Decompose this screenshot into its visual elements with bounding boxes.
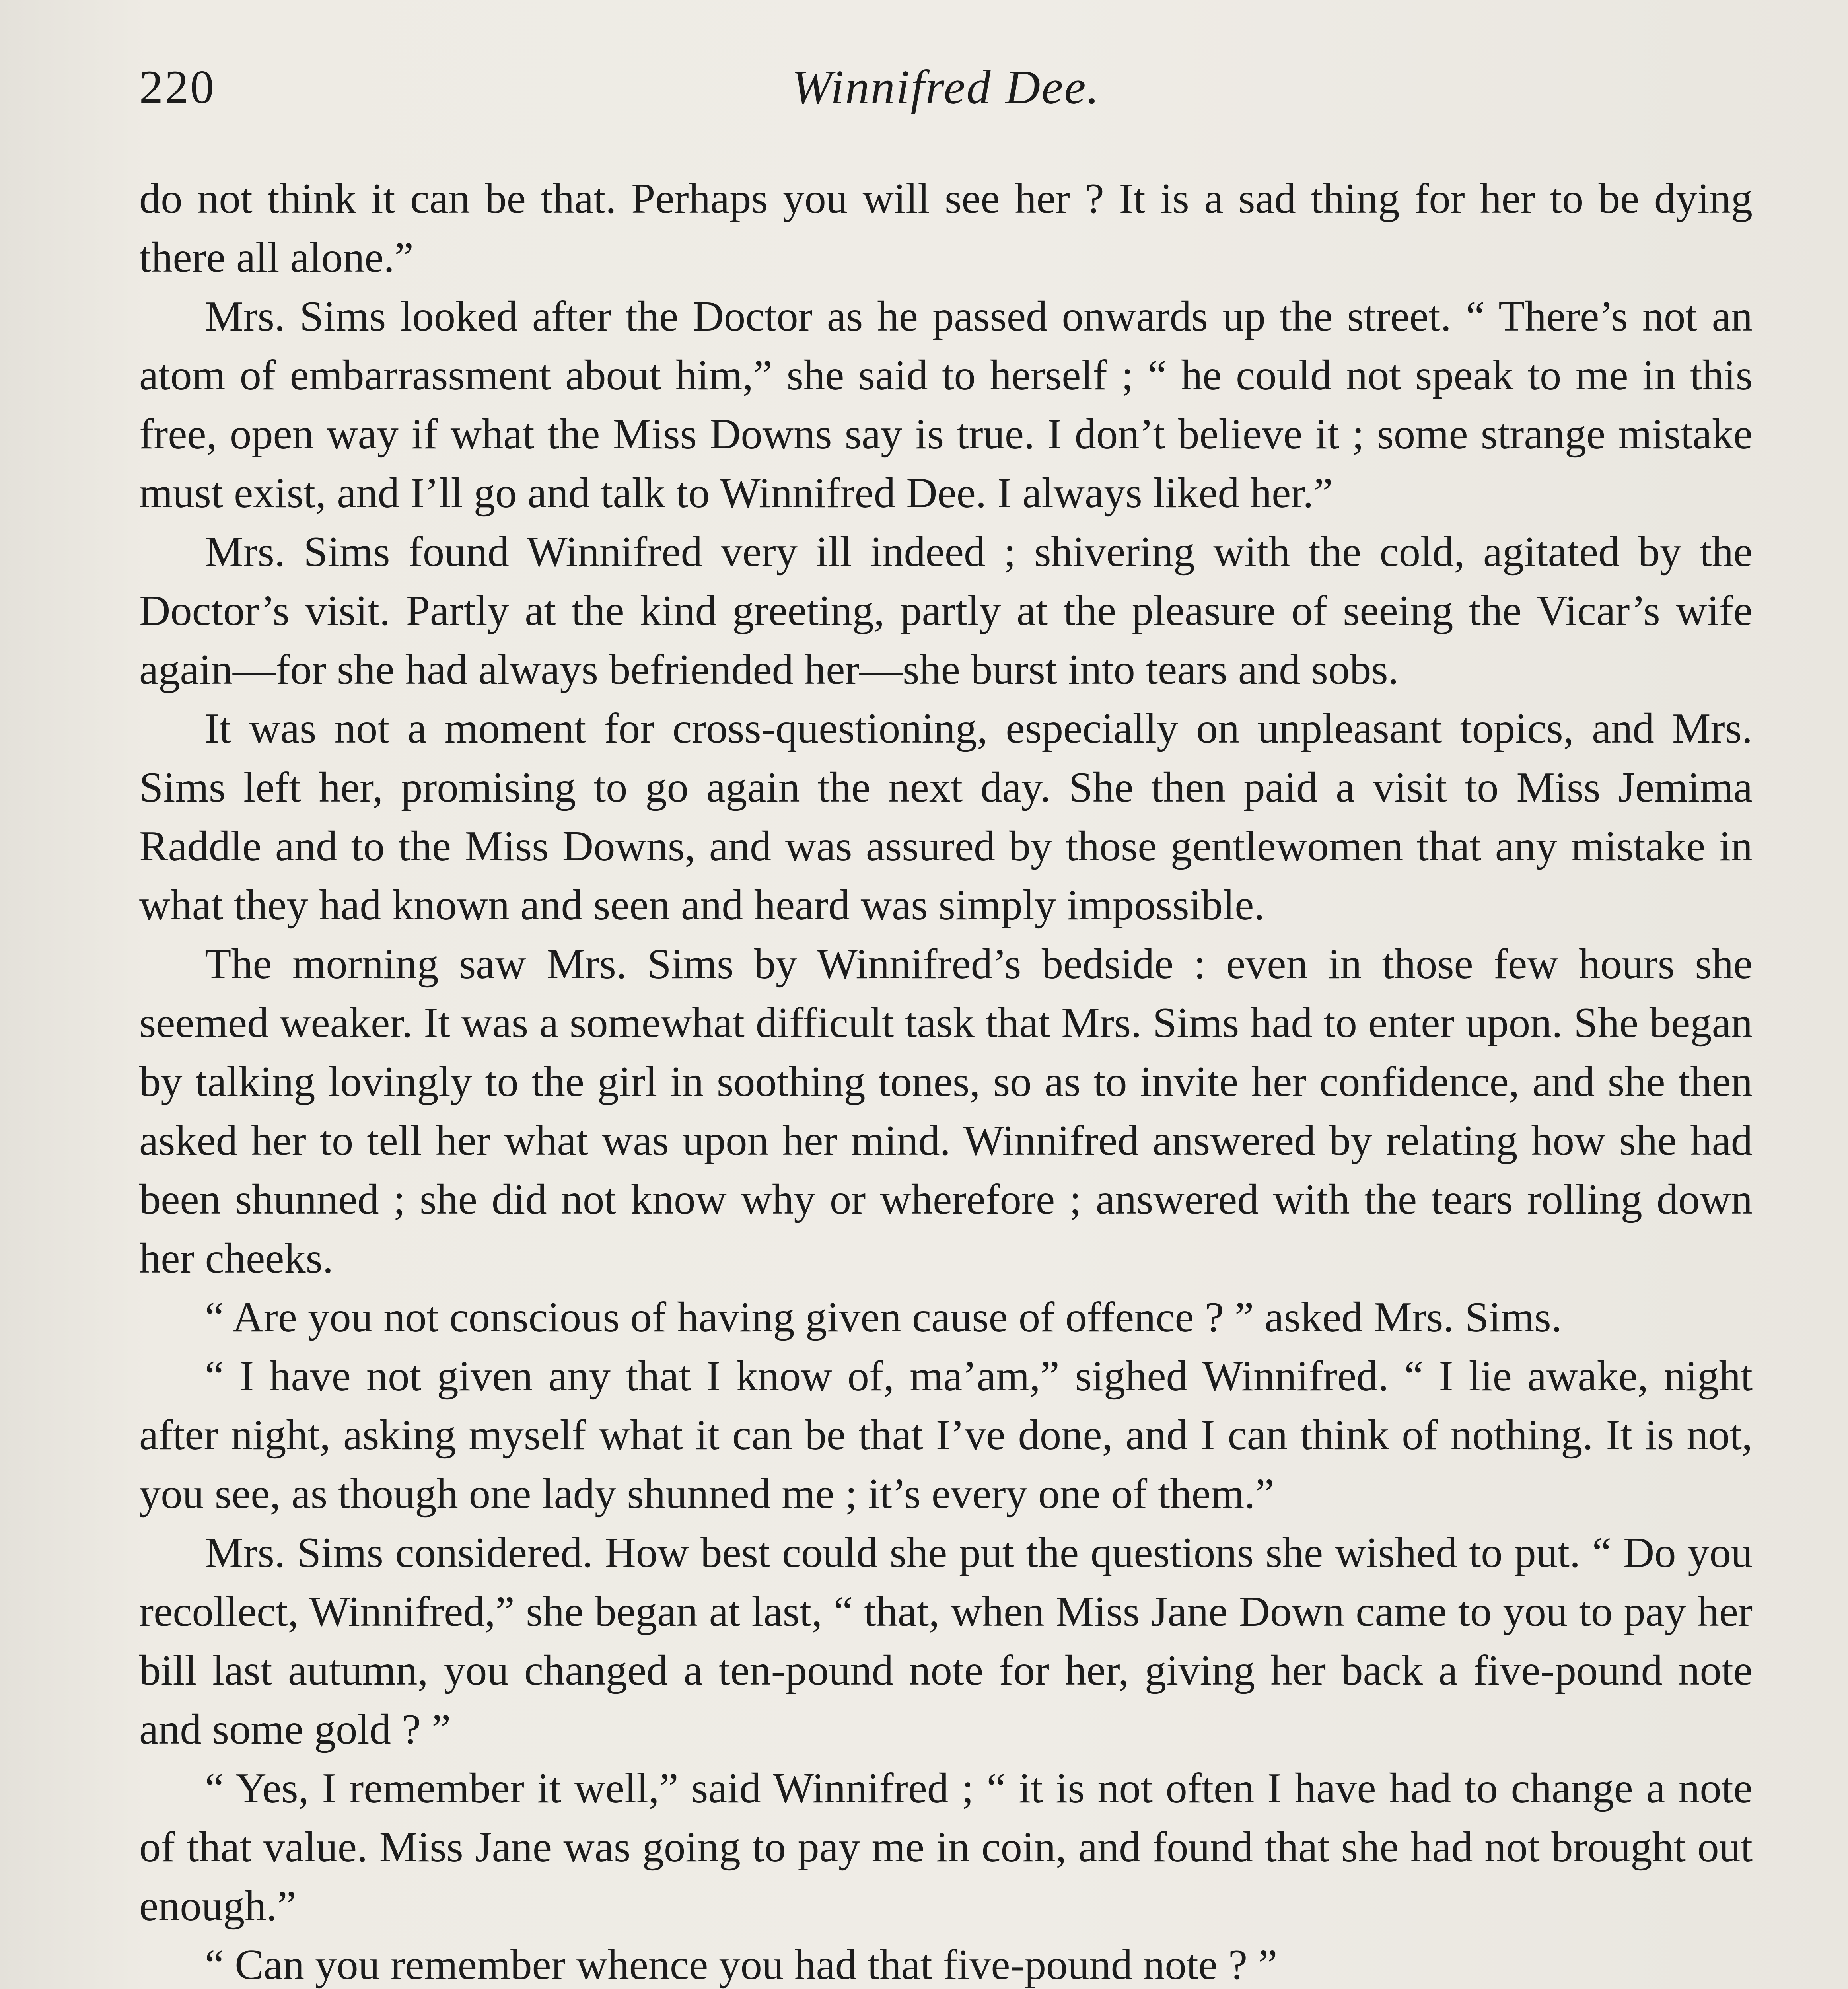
paragraph: do not think it can be that. Perhaps you will see her ? It is a sad thing for her to be dying there all alone.”	[139, 175, 1753, 281]
paragraph: It was not a moment for cross-questioning, especially on unpleasant topics, and Mrs. Sims left her, promising to go again the next day. She then paid a visit to Miss Jemima Raddle and to the Miss Downs, and was assured by those gentlewomen that any mistake in what they had known and seen and heard was simply impossible.	[139, 705, 1753, 929]
paragraph: Mrs. Sims found Winnifred very ill indeed ; shivering with the cold, agitated by the Doctor’s visit. Partly at the kind greeting, partly at the pleasure of seeing the Vicar’s wife again—for she had always befriended her—she burst into tears and sobs.	[139, 528, 1753, 693]
page-number: 220	[139, 60, 216, 113]
paragraph: “ Are you not conscious of having given cause of offence ? ” asked Mrs. Sims.	[205, 1293, 1562, 1341]
running-title: Winnifred Dee.	[791, 60, 1101, 114]
page-header	[139, 60, 1753, 123]
paragraph: “ Can you remember whence you had that five-pound note ? ”	[205, 1941, 1278, 1989]
paragraph: The morning saw Mrs. Sims by Winnifred’s bedside : even in those few hours she seemed weaker. It was a somewhat difficult task that Mrs. Sims had to enter upon. She began by talking lovingly to the girl in soothing tones, so as to invite her confidence, and she then asked her to tell her what was upon her mind. Winnifred answered by relating how she had been shunned ; she did not know why or wherefore ; answered with the tears rolling down her cheeks.	[139, 940, 1753, 1282]
paragraph: Mrs. Sims looked after the Doctor as he passed onwards up the street. “ There’s not an atom of embarrassment about him,” she said to herself ; “ he could not speak to me in this free, open way if what the Miss Downs say is true. I don’t believe it ; some strange mistake must exist, and I’ll go and talk to Winnifred Dee. I always liked her.”	[139, 292, 1753, 517]
body-text	[139, 169, 1753, 1989]
paragraph: “ I have not given any that I know of, ma’am,” sighed Winnifred. “ I lie awake, night after night, asking myself what it can be that I’ve done, and I can think of nothing. It is not, you see, as though one lady shunned me ; it’s every one of them.”	[139, 1352, 1753, 1518]
paragraph: Mrs. Sims considered. How best could she put the questions she wished to put. “ Do you recollect, Winnifred,” she began at last, “ that, when Miss Jane Down came to you to pay her bill last autumn, you changed a ten-pound note for her, giving her back a five-pound note and some gold ? ”	[139, 1529, 1753, 1753]
paragraph: “ Yes, I remember it well,” said Winnifred ; “ it is not often I have had to change a note of that value. Miss Jane was going to pay me in coin, and found that she had not brought out enough.”	[139, 1764, 1753, 1930]
